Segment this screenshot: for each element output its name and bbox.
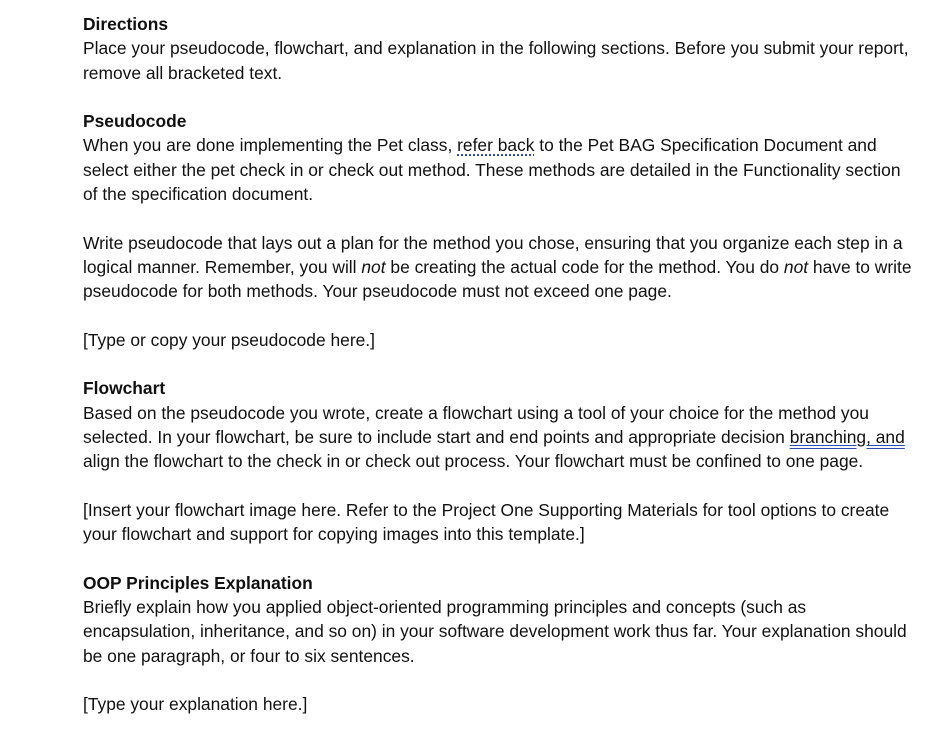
text-run: align the flowchart to the check in or check out process. Your flowchart must be confined to one page. <box>83 451 864 472</box>
flowchart-placeholder[interactable]: [Insert your flowchart image here. Refer to the Project One Supporting Materials for tool options to create your flowchart and support for copying images into this template.] <box>83 499 890 545</box>
pseudocode-paragraph-1 <box>83 133 918 206</box>
text-run: to the Pet BAG Specification Document and select either the pet check in or check out method. These methods are detailed in the Functionality section of the specification document. <box>83 135 901 205</box>
grammar-mark-branching[interactable]: branching, and <box>789 427 905 448</box>
directions-body: Place your pseudocode, flowchart, and explanation in the following sections. Before you submit your report, remove all bracketed text. <box>83 38 909 83</box>
oop-placeholder-block <box>83 692 918 716</box>
oop-body: Briefly explain how you applied object-oriented programming principles and concepts (such as encapsulation, inheritance, and so on) in your software development work thus far. Your explanation should be one paragraph, or four to six sentences. <box>83 597 907 666</box>
emphasis-not: not <box>783 256 809 277</box>
pseudocode-paragraph-2 <box>83 231 918 304</box>
directions-heading: Directions <box>83 14 169 34</box>
grammar-mark-refer-back[interactable]: refer back <box>457 135 535 156</box>
directions-section <box>83 12 918 85</box>
text-run: be creating the actual code for the method. You do <box>385 256 784 277</box>
pseudocode-placeholder-block <box>83 328 918 352</box>
emphasis-not: not <box>361 256 386 277</box>
text-run: Based on the pseudocode you wrote, create a flowchart using a tool of your choice for the method you selected. In your flowchart, be sure to include start and end points and appropriate decision <box>83 402 869 448</box>
oop-heading: OOP Principles Explanation <box>83 572 313 593</box>
text-run: have to write pseudocode for both methods. Your pseudocode must not exceed one page. <box>83 256 912 302</box>
flowchart-heading: Flowchart <box>83 378 166 399</box>
oop-section <box>83 571 918 668</box>
pseudocode-section <box>83 109 918 206</box>
text-run: When you are done implementing the Pet class, <box>83 135 458 156</box>
pseudocode-heading: Pseudocode <box>83 111 187 132</box>
oop-placeholder[interactable]: [Type your explanation here.] <box>83 694 308 715</box>
flowchart-body <box>83 401 918 474</box>
text-run: Write pseudocode that lays out a plan for the method you chose, ensuring that you organize each step in a logical manner. Remember, you will <box>83 232 903 277</box>
pseudocode-instructions <box>83 231 918 304</box>
pseudocode-placeholder[interactable]: [Type or copy your pseudocode here.] <box>83 329 375 350</box>
flowchart-section <box>83 376 918 473</box>
flowchart-placeholder-block <box>83 498 918 547</box>
